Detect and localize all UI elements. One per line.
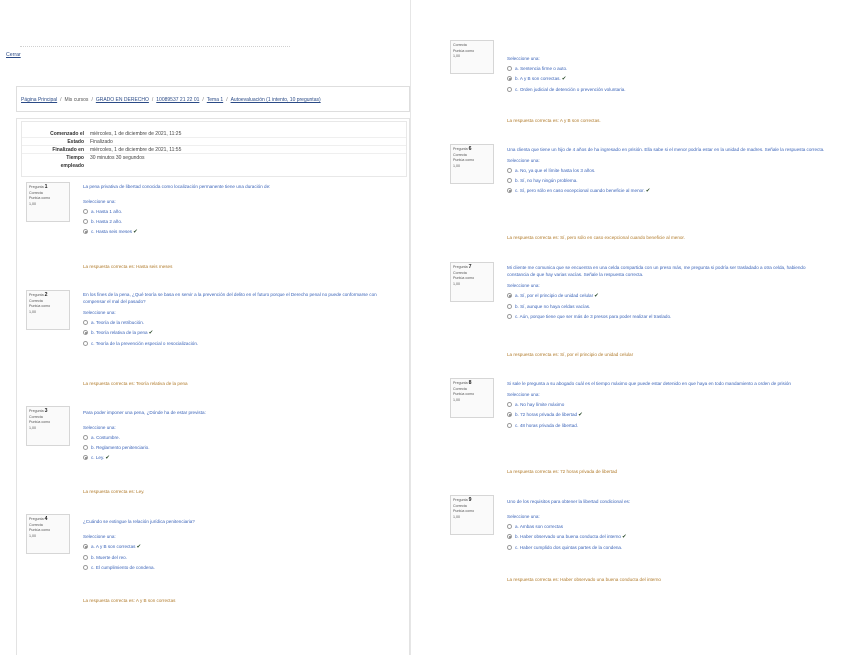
question-info-9 <box>450 495 494 535</box>
question-score-label: Puntúa como <box>453 276 475 281</box>
question-score: 1,00 <box>453 281 460 286</box>
summary-label: Comenzado el <box>50 131 84 137</box>
question-number: Pregunta 4 <box>29 516 48 522</box>
radio-button[interactable] <box>507 314 512 319</box>
question-text: En los fines de la pena, ¿Qué teoría se basa en servir a la prevención del delito en el futuro porque el Derecho penal no puede conformarse con compensar el mal del pasado? <box>83 292 377 304</box>
close-link[interactable]: Cerrar <box>6 52 21 58</box>
check-icon: ✔ <box>133 229 138 235</box>
breadcrumb <box>21 97 321 103</box>
option-b[interactable]: b. Hasta 2 año. <box>83 218 393 225</box>
attempt-summary-table <box>21 121 407 177</box>
radio-button[interactable] <box>507 545 512 550</box>
select-one-label: Seleccione una: <box>507 158 540 163</box>
question-score: 1,00 <box>453 514 460 519</box>
select-one-label: Seleccione una: <box>83 199 116 204</box>
radio-button[interactable] <box>83 565 88 570</box>
question-info-1 <box>26 182 70 222</box>
correct-answer-feedback: La respuesta correcta es: 72 horas privada de libertad <box>507 469 618 474</box>
radio-button[interactable] <box>507 402 512 407</box>
radio-button[interactable] <box>83 320 88 325</box>
radio-button[interactable] <box>507 178 512 183</box>
correct-answer-feedback: La respuesta correcta es: A y B son correctas <box>83 598 176 603</box>
question-info-8 <box>450 378 494 418</box>
question-status: Correcta <box>453 503 467 508</box>
select-one-label: Seleccione una: <box>83 425 116 430</box>
question-content-4 <box>83 518 393 571</box>
option-a[interactable]: a. Sentencia firme o auto. <box>507 65 827 72</box>
option-a[interactable]: a. No hay límite máximo <box>507 401 827 408</box>
question-text: Uno de los requisitos para obtener la libertad condicional es: <box>507 499 631 504</box>
option-c[interactable]: c. Sí, pero sólo en caso excepcional cuando beneficie al menor.✔ <box>507 187 827 195</box>
option-b[interactable]: b. Sí, no hay ningún problema. <box>507 177 827 184</box>
option-c[interactable]: c. Ley.✔ <box>83 454 393 462</box>
radio-button[interactable] <box>83 341 88 346</box>
radio-button[interactable] <box>83 209 88 214</box>
question-content-7 <box>507 264 827 320</box>
question-status: Correcta <box>453 152 467 157</box>
breadcrumb-separator: / <box>60 97 62 103</box>
option-c[interactable]: c. Teoría de la prevención especial o resocialización. <box>83 340 393 347</box>
question-number: Pregunta 1 <box>29 184 48 190</box>
summary-value: miércoles, 1 de diciembre de 2021, 11:55 <box>90 147 182 153</box>
option-c[interactable]: c. Orden judicial de detención o prevención voluntaria. <box>507 86 827 93</box>
radio-button[interactable] <box>507 423 512 428</box>
radio-button-checked[interactable] <box>507 188 512 193</box>
question-info-4 <box>26 514 70 554</box>
check-icon: ✔ <box>594 293 599 299</box>
question-score-label: Puntúa como <box>453 158 475 163</box>
option-a[interactable]: a. Sí, por el principio de unidad celular✔ <box>507 292 827 300</box>
question-score-label: Puntúa como <box>453 392 475 397</box>
radio-button-checked[interactable] <box>507 534 512 539</box>
option-c[interactable]: c. Aún, porque tiene que ser más de 3 presos para poder realizar el traslado. <box>507 313 827 320</box>
right-page-column <box>410 0 848 655</box>
breadcrumb-topic[interactable]: Tema 1 <box>206 97 224 103</box>
summary-value: Finalizado <box>90 139 113 145</box>
breadcrumb-my-courses[interactable]: Mis cursos <box>64 97 89 103</box>
check-icon: ✔ <box>578 412 583 418</box>
question-score: 1,00 <box>453 397 460 402</box>
correct-answer-feedback: La respuesta correcta es: Teoría relativa de la pena <box>83 381 188 386</box>
breadcrumb-degree[interactable]: GRADO EN DERECHO <box>95 97 149 103</box>
question-score-label: Puntúa como <box>453 509 475 514</box>
correct-answer-feedback: La respuesta correcta es: Sí, pero sólo en caso excepcional cuando beneficie al menor. <box>507 235 685 240</box>
select-one-label: Seleccione una: <box>507 392 540 397</box>
question-text: Una clienta que tiene un hijo de 4 años de ha ingresado en prisión. Ella sabe si el menor podría estar en la unidad de madres. Señale la respuesta correcta. <box>507 147 825 152</box>
question-content-6 <box>507 146 827 195</box>
select-one-label: Seleccione una: <box>507 56 540 61</box>
option-a[interactable]: a. Ambas son correctas <box>507 523 827 530</box>
radio-button-checked[interactable] <box>507 412 512 417</box>
option-a[interactable]: a. A y B son correctas✔ <box>83 543 393 551</box>
summary-row-time <box>22 154 406 162</box>
radio-button-checked[interactable] <box>83 330 88 335</box>
faint-header-line <box>20 46 290 47</box>
radio-button[interactable] <box>507 87 512 92</box>
summary-value: 30 minutos 30 segundos <box>90 155 145 161</box>
radio-button[interactable] <box>83 555 88 560</box>
breadcrumb-quiz[interactable]: Autoevaluación (1 intento, 10 preguntas) <box>230 97 321 103</box>
radio-button[interactable] <box>83 435 88 440</box>
correct-answer-feedback: La respuesta correcta es: Ley. <box>83 489 145 494</box>
select-one-label: Seleccione una: <box>83 534 116 539</box>
breadcrumb-course-code[interactable]: 10089537 21 22 01 <box>156 97 200 103</box>
radio-button-checked[interactable] <box>507 293 512 298</box>
question-content-1 <box>83 183 393 236</box>
question-content-5 <box>507 55 827 93</box>
summary-label: empleado <box>60 163 84 169</box>
select-one-label: Seleccione una: <box>507 283 540 288</box>
summary-row-started <box>22 130 406 138</box>
question-score: 1,00 <box>29 425 36 430</box>
breadcrumb-separator: / <box>151 97 154 103</box>
radio-button[interactable] <box>83 219 88 224</box>
option-b[interactable]: b. A y B son correctas.✔ <box>507 75 827 83</box>
question-status: Correcta <box>29 522 43 527</box>
question-number: Pregunta 6 <box>453 146 472 152</box>
summary-row-finished <box>22 146 406 154</box>
option-a[interactable]: a. Costumbre. <box>83 434 393 441</box>
option-c[interactable]: c. Hasta seis meses✔ <box>83 228 393 236</box>
question-status: Correcta <box>453 43 467 47</box>
radio-button[interactable] <box>507 168 512 173</box>
breadcrumb-separator: / <box>226 97 228 103</box>
option-b[interactable]: b. Teoría relativa de la pena✔ <box>83 329 393 337</box>
question-score: 1,00 <box>453 163 460 168</box>
select-one-label: Seleccione una: <box>83 310 116 315</box>
question-text: La pena privativa de libertad conocida como localización permanente tiene una duración de: <box>83 184 271 189</box>
option-a[interactable]: a. Hasta 1 año. <box>83 208 393 215</box>
option-a[interactable]: a. Teoría de la retribución. <box>83 319 393 326</box>
check-icon: ✔ <box>136 544 142 550</box>
radio-button[interactable] <box>83 445 88 450</box>
option-b[interactable]: b. 72 horas privada de libertad✔ <box>507 411 827 419</box>
question-content-8 <box>507 380 827 429</box>
question-status: Correcta <box>29 298 43 303</box>
question-info-6 <box>450 144 494 184</box>
question-text: Mi cliente me comunica que se encuentra en una celda compartida con un preso más, me pregunta si podría ser trasladado a otra celda, habiendo constancia de que hay varias vacías. Señale la respuesta correcta. <box>507 265 806 277</box>
correct-answer-feedback: La respuesta correcta es: Sí, por el principio de unidad celular <box>507 352 634 357</box>
question-info-2 <box>26 290 70 330</box>
question-text: Si sale le pregunta a su abogado cuál es el tiempo máximo que puede estar detenido en que haya en todo mandamiento a orden de prisión <box>507 381 791 386</box>
question-info-5 <box>450 40 494 74</box>
question-content-3 <box>83 409 393 462</box>
question-score: 1,00 <box>29 201 36 206</box>
question-info-7 <box>450 262 494 302</box>
option-b[interactable]: b. Sí, aunque no haya celdas vacías. <box>507 303 827 310</box>
summary-value: miércoles, 1 de diciembre de 2021, 11:25 <box>90 131 182 137</box>
option-a[interactable]: a. No, ya que el límite hasta los 3 años. <box>507 167 827 174</box>
breadcrumb-home[interactable]: Página Principal <box>21 97 58 103</box>
correct-answer-feedback: La respuesta correcta es: A y B son correctas. <box>507 118 601 123</box>
summary-row-time-cont <box>22 162 406 170</box>
radio-button-checked[interactable] <box>83 229 88 234</box>
breadcrumb-separator: / <box>202 97 204 103</box>
radio-button[interactable] <box>507 524 512 529</box>
question-number: Pregunta 9 <box>453 497 472 503</box>
check-icon: ✔ <box>561 76 567 82</box>
question-content-2 <box>83 291 393 347</box>
radio-button-checked[interactable] <box>83 455 88 460</box>
check-icon: ✔ <box>645 188 651 194</box>
question-score: 1,00 <box>29 309 36 314</box>
option-b[interactable]: b. Reglamento penitenciario. <box>83 444 393 451</box>
radio-button-checked[interactable] <box>507 76 512 81</box>
question-score-label: Puntúa como <box>29 304 51 309</box>
option-c[interactable]: c. Haber cumplido dos quintas partes de la condena. <box>507 544 827 551</box>
summary-label: Finalizado en <box>52 147 84 153</box>
question-number: Pregunta 7 <box>453 264 472 270</box>
radio-button[interactable] <box>507 66 512 71</box>
question-status: Correcta <box>453 270 467 275</box>
left-page-column <box>0 0 410 655</box>
correct-answer-feedback: La respuesta correcta es: Haber observado una buena conducta del interno <box>507 577 661 582</box>
question-status: Correcta <box>453 386 467 391</box>
question-score-label: Puntúa como <box>453 48 475 53</box>
radio-button-checked[interactable] <box>83 544 88 549</box>
check-icon: ✔ <box>105 455 110 461</box>
question-info-3 <box>26 406 70 446</box>
correct-answer-feedback: La respuesta correcta es: Hasta seis meses <box>83 264 173 269</box>
question-score-label: Puntúa como <box>29 420 51 425</box>
select-one-label: Seleccione una: <box>507 514 540 519</box>
breadcrumb-separator: / <box>91 97 93 103</box>
radio-button[interactable] <box>507 304 512 309</box>
option-b[interactable]: b. Haber observado una buena conducta del interno✔ <box>507 533 827 541</box>
question-text: ¿Cuándo se extingue la relación jurídica penitenciaria? <box>83 519 195 524</box>
breadcrumb-box <box>16 86 410 112</box>
option-c[interactable]: c. 48 horas privada de libertad. <box>507 422 827 429</box>
question-score: 1,00 <box>29 533 36 538</box>
question-score: 1,00 <box>453 54 460 59</box>
question-number: Pregunta 3 <box>29 408 48 414</box>
question-score-label: Puntúa como <box>29 528 51 533</box>
check-icon: ✔ <box>148 330 154 336</box>
question-status: Correcta <box>29 190 43 195</box>
question-score-label: Puntúa como <box>29 196 51 201</box>
summary-label: Estado <box>67 139 84 145</box>
option-c[interactable]: c. El cumplimiento de condena. <box>83 564 393 571</box>
summary-label: Tiempo <box>66 155 84 161</box>
question-number: Pregunta 8 <box>453 380 472 386</box>
question-content-9 <box>507 498 827 551</box>
question-status: Correcta <box>29 414 43 419</box>
question-number: Pregunta 2 <box>29 292 48 298</box>
summary-row-state <box>22 138 406 146</box>
check-icon: ✔ <box>622 534 627 540</box>
question-text: Para poder imponer una pena, ¿Dónde ha de estar prevista: <box>83 410 206 415</box>
option-b[interactable]: b. Muerte del reo. <box>83 554 393 561</box>
